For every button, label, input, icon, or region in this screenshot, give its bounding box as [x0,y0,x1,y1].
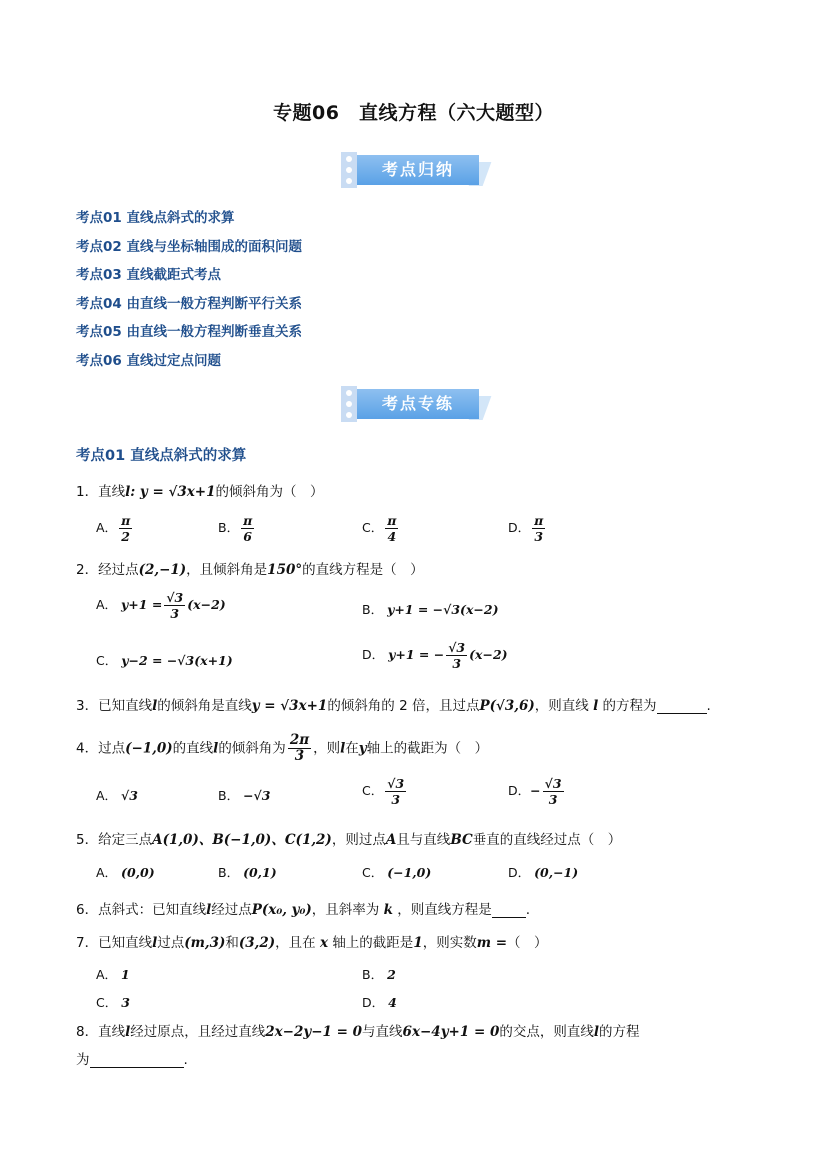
q1-option-d: D． $\frac{\pi}{3}$ [508,513,544,544]
topic-item: 考点04 由直线一般方程判断平行关系 [76,295,302,312]
question-2: 2．经过点(2,−1)，且倾斜角是150°的直线方程是（ ） [76,562,424,578]
q4-option-d: D．− $\frac{√3}{3}$ [508,776,562,807]
q2-option-b: B． y+1 = −√3(x−2) [362,602,499,617]
q1-option-c: C． $\frac{\pi}{4}$ [362,513,397,544]
q7-option-c: C． 3 [96,995,130,1010]
question-8: 8．直线l经过原点，且经过直线2x−2y−1 = 0与直线6x−4y+1 = 0的交点，则直线l的方程 [76,1024,640,1040]
section-heading: 考点01 直线点斜式的求算 [76,448,247,464]
topic-item: 考点01 直线点斜式的求算 [76,210,235,226]
question-5: 5．给定三点A(1,0)、B(−1,0)、C(1,2)，则过点A且与直线BC垂直的直线经过点（ ） [76,832,622,848]
question-1: 1．直线l: y = √3x+1的倾斜角为（ ） [76,484,324,500]
q4-option-b: B． −√3 [218,788,271,803]
answer-blank [657,701,707,714]
question-8-line2: 为 . [76,1052,188,1068]
q1-option-a: A． $\frac{\pi}{2}$ [96,513,131,544]
q7-option-d: D． 4 [362,995,397,1010]
question-6: 6．点斜式：已知直线l经过点P(x₀, y₀)，且斜率为 k ，则直线方程是 . [76,902,531,918]
q4-option-c: C． $\frac{√3}{3}$ [362,776,405,807]
q2-option-c: C． y−2 = −√3(x+1) [96,653,233,668]
q5-option-b: B． (0,1) [218,865,277,880]
topic-item: 考点03 直线截距式考点 [76,267,221,283]
q1-option-b: B． $\frac{\pi}{6}$ [218,513,253,544]
topic-item: 考点06 直线过定点问题 [76,352,221,369]
q7-option-a: A． 1 [96,967,130,982]
page-title: 专题06 直线方程（六大题型） [273,102,554,124]
answer-blank [90,1055,184,1068]
q5-option-c: C． (−1,0) [362,865,432,880]
banner-practice [341,386,487,422]
topic-item: 考点05 由直线一般方程判断垂直关系 [76,324,302,340]
question-4: 4．过点(−1,0)的直线l的倾斜角为 $\frac{2\pi}{3}$ ，则l在y轴上的截距为（ ） [76,732,489,764]
banner-summary-label: 考点归纳 [357,155,479,185]
topic-list [76,208,302,379]
question-3: 3．已知直线l的倾斜角是直线y = √3x+1的倾斜角的 2 倍，且过点P(√3,6)，则直线 l 的方程为 . [76,698,711,714]
q4-option-a: A． √3 [96,788,138,803]
topic-item: 考点02 直线与坐标轴围成的面积问题 [76,238,302,255]
q2-option-a: A． y+1 = $\frac{√3}{3}$ (x−2) [96,590,226,621]
q7-option-b: B． 2 [362,967,396,982]
q5-option-a: A． (0,0) [96,865,155,880]
q2-option-d: D． y+1 = − $\frac{√3}{3}$ (x−2) [362,640,508,671]
banner-summary [341,152,487,188]
banner-practice-label: 考点专练 [357,389,479,419]
question-7: 7．已知直线l过点(m,3)和(3,2)，且在 x 轴上的截距是1，则实数m =（ ） [76,935,548,951]
answer-blank [492,905,526,918]
q5-option-d: D． (0,−1) [508,865,579,880]
